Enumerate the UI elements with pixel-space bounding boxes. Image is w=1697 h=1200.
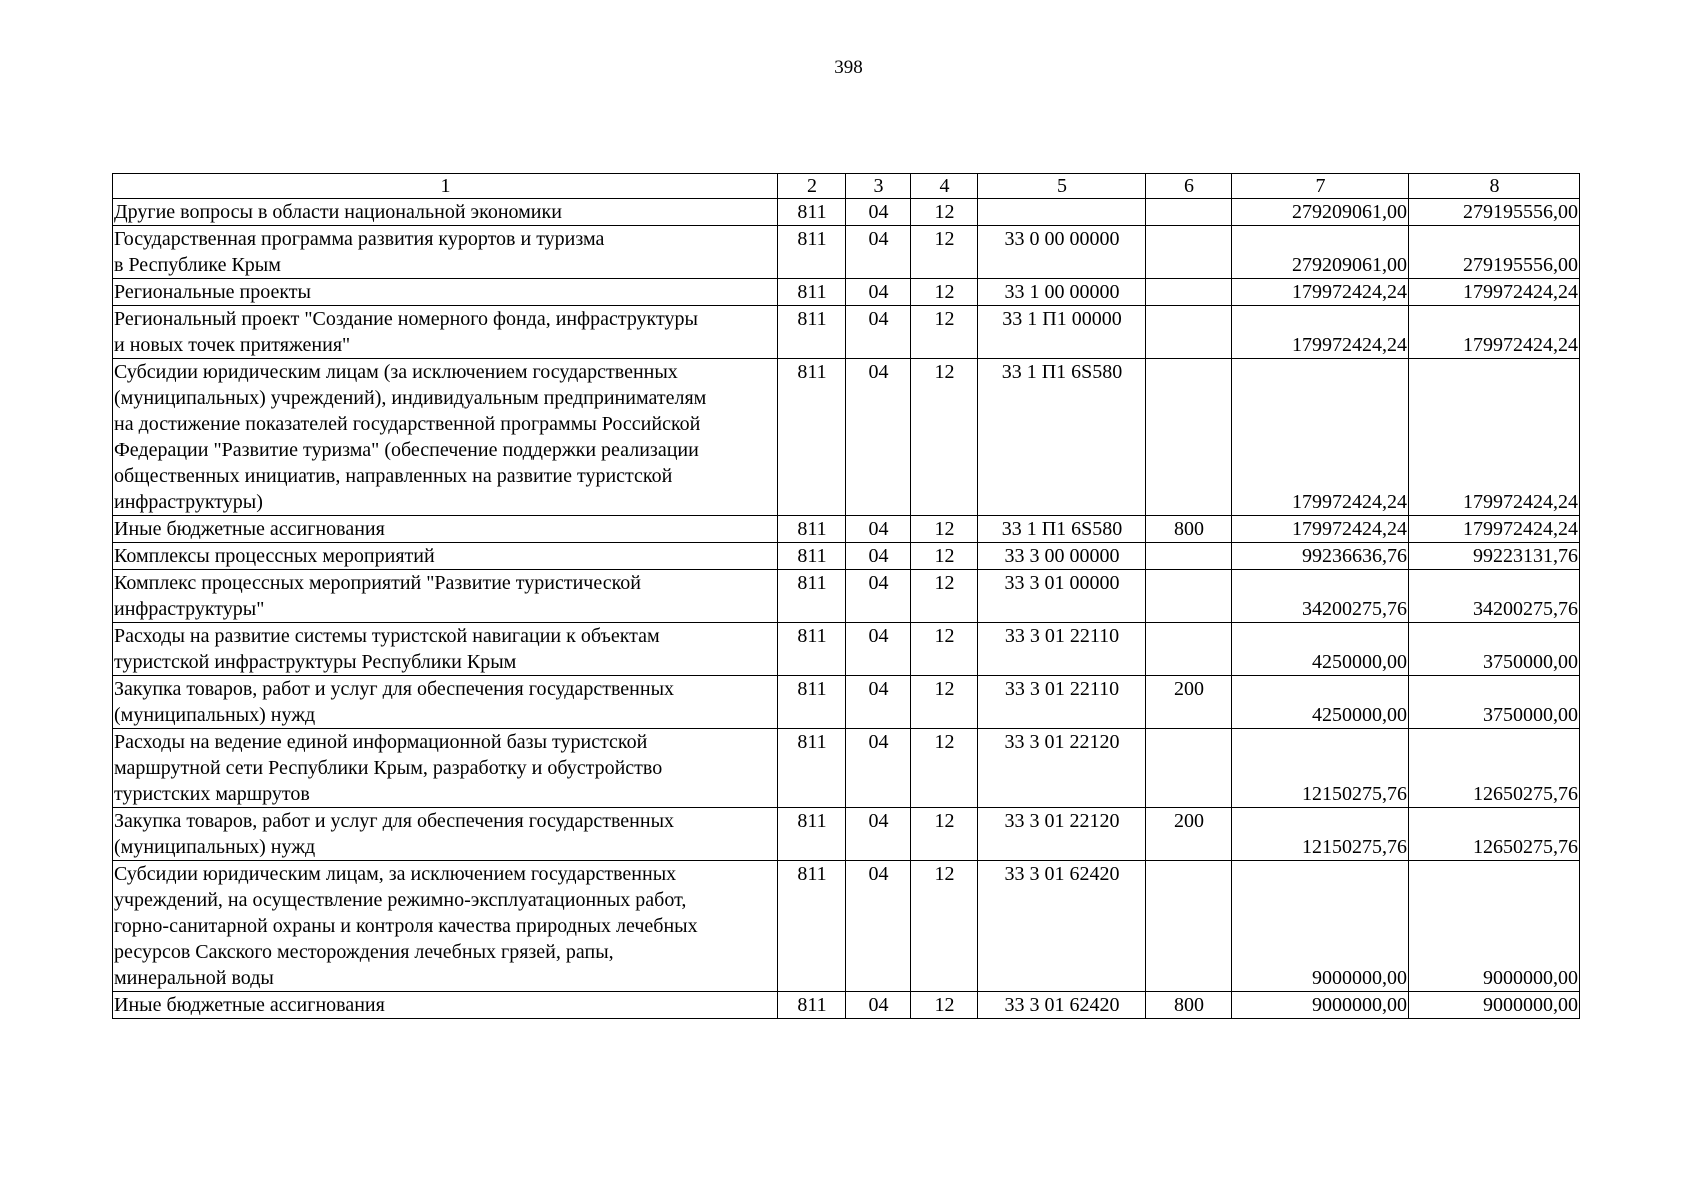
row-name-line: Субсидии юридическим лицам, за исключением государственных bbox=[114, 863, 677, 885]
expense-type-cell: 200 bbox=[1146, 808, 1232, 861]
section-code-cell: 04 bbox=[846, 359, 911, 516]
target-article-cell: 33 1 П1 6S580 bbox=[978, 359, 1146, 516]
row-name-cell bbox=[113, 676, 778, 729]
amount-year2-cell: 3750000,00 bbox=[1409, 676, 1580, 729]
subsection-code-cell: 12 bbox=[911, 729, 978, 808]
chapter-code-cell: 811 bbox=[778, 516, 846, 543]
amount-year2-cell: 34200275,76 bbox=[1409, 570, 1580, 623]
section-code-cell: 04 bbox=[846, 808, 911, 861]
row-name-line: инфраструктуры" bbox=[114, 598, 265, 620]
amount-year2-cell: 179972424,24 bbox=[1409, 306, 1580, 359]
subsection-code-cell: 12 bbox=[911, 279, 978, 306]
table-row bbox=[113, 199, 1580, 226]
chapter-code-cell: 811 bbox=[778, 279, 846, 306]
table-row bbox=[113, 306, 1580, 359]
section-code-cell: 04 bbox=[846, 199, 911, 226]
row-name-line: Иные бюджетные ассигнования bbox=[114, 518, 385, 540]
section-code-cell: 04 bbox=[846, 992, 911, 1019]
page-number: 398 bbox=[834, 57, 863, 78]
row-name-cell bbox=[113, 729, 778, 808]
row-name-cell bbox=[113, 359, 778, 516]
chapter-code-cell: 811 bbox=[778, 570, 846, 623]
subsection-code-cell: 12 bbox=[911, 808, 978, 861]
row-name-cell bbox=[113, 992, 778, 1019]
chapter-code-cell: 811 bbox=[778, 861, 846, 992]
target-article-cell: 33 3 01 62420 bbox=[978, 861, 1146, 992]
amount-year2-cell: 9000000,00 bbox=[1409, 861, 1580, 992]
section-code-cell: 04 bbox=[846, 306, 911, 359]
row-name-cell bbox=[113, 199, 778, 226]
amount-year2-cell: 3750000,00 bbox=[1409, 623, 1580, 676]
amount-year1-cell: 179972424,24 bbox=[1232, 306, 1409, 359]
section-code-cell: 04 bbox=[846, 623, 911, 676]
row-name-line: Федерации "Развитие туризма" (обеспечение поддержки реализации bbox=[114, 439, 699, 461]
target-article-cell: 33 1 00 00000 bbox=[978, 279, 1146, 306]
header-row bbox=[113, 174, 1580, 199]
row-name-line: и новых точек притяжения" bbox=[114, 334, 351, 356]
budget-table bbox=[112, 173, 1580, 1019]
chapter-code-cell: 811 bbox=[778, 992, 846, 1019]
expense-type-cell bbox=[1146, 359, 1232, 516]
chapter-code-cell: 811 bbox=[778, 676, 846, 729]
section-code-cell: 04 bbox=[846, 861, 911, 992]
chapter-code-cell: 811 bbox=[778, 359, 846, 516]
row-name-line: Расходы на ведение единой информационной базы туристской bbox=[114, 731, 648, 753]
amount-year1-cell: 12150275,76 bbox=[1232, 808, 1409, 861]
subsection-code-cell: 12 bbox=[911, 199, 978, 226]
chapter-code-cell: 811 bbox=[778, 543, 846, 570]
chapter-code-cell: 811 bbox=[778, 808, 846, 861]
chapter-code-cell: 811 bbox=[778, 226, 846, 279]
table-row bbox=[113, 808, 1580, 861]
row-name-line: Государственная программа развития курортов и туризма bbox=[114, 228, 605, 250]
table-row bbox=[113, 623, 1580, 676]
table-row bbox=[113, 861, 1580, 992]
row-name-line: Расходы на развитие системы туристской навигации к объектам bbox=[114, 625, 660, 647]
expense-type-cell: 800 bbox=[1146, 516, 1232, 543]
subsection-code-cell: 12 bbox=[911, 861, 978, 992]
row-name-line: Иные бюджетные ассигнования bbox=[114, 994, 385, 1016]
expense-type-cell bbox=[1146, 226, 1232, 279]
row-name-line: учреждений, на осуществление режимно-эксплуатационных работ, bbox=[114, 889, 687, 911]
target-article-cell: 33 3 01 00000 bbox=[978, 570, 1146, 623]
row-name-cell bbox=[113, 516, 778, 543]
table-row bbox=[113, 992, 1580, 1019]
subsection-code-cell: 12 bbox=[911, 359, 978, 516]
table-row bbox=[113, 516, 1580, 543]
row-name-line: инфраструктуры) bbox=[114, 491, 263, 513]
row-name-line: Комплексы процессных мероприятий bbox=[114, 545, 435, 567]
subsection-code-cell: 12 bbox=[911, 543, 978, 570]
amount-year2-cell: 9000000,00 bbox=[1409, 992, 1580, 1019]
table-row bbox=[113, 676, 1580, 729]
section-code-cell: 04 bbox=[846, 729, 911, 808]
header-cell: 8 bbox=[1409, 174, 1580, 199]
row-name-line: (муниципальных) учреждений), индивидуальным предпринимателям bbox=[114, 387, 707, 409]
row-name-line: туристских маршрутов bbox=[114, 783, 310, 805]
amount-year2-cell: 12650275,76 bbox=[1409, 729, 1580, 808]
row-name-line: туристской инфраструктуры Республики Крым bbox=[114, 651, 517, 673]
row-name-line: (муниципальных) нужд bbox=[114, 704, 316, 726]
chapter-code-cell: 811 bbox=[778, 199, 846, 226]
expense-type-cell bbox=[1146, 861, 1232, 992]
amount-year2-cell: 179972424,24 bbox=[1409, 279, 1580, 306]
amount-year1-cell: 34200275,76 bbox=[1232, 570, 1409, 623]
header-cell: 5 bbox=[978, 174, 1146, 199]
row-name-cell bbox=[113, 570, 778, 623]
amount-year2-cell: 99223131,76 bbox=[1409, 543, 1580, 570]
amount-year1-cell: 179972424,24 bbox=[1232, 279, 1409, 306]
expense-type-cell: 200 bbox=[1146, 676, 1232, 729]
section-code-cell: 04 bbox=[846, 516, 911, 543]
amount-year2-cell: 279195556,00 bbox=[1409, 226, 1580, 279]
header-cell: 7 bbox=[1232, 174, 1409, 199]
row-name-line: (муниципальных) нужд bbox=[114, 836, 316, 858]
table-body bbox=[113, 174, 1580, 1019]
section-code-cell: 04 bbox=[846, 543, 911, 570]
row-name-cell bbox=[113, 279, 778, 306]
row-name-line: маршрутной сети Республики Крым, разработку и обустройство bbox=[114, 757, 663, 779]
expense-type-cell: 800 bbox=[1146, 992, 1232, 1019]
row-name-cell bbox=[113, 861, 778, 992]
chapter-code-cell: 811 bbox=[778, 729, 846, 808]
row-name-line: в Республике Крым bbox=[114, 254, 281, 276]
amount-year1-cell: 4250000,00 bbox=[1232, 623, 1409, 676]
amount-year2-cell: 179972424,24 bbox=[1409, 516, 1580, 543]
section-code-cell: 04 bbox=[846, 279, 911, 306]
section-code-cell: 04 bbox=[846, 570, 911, 623]
amount-year2-cell: 179972424,24 bbox=[1409, 359, 1580, 516]
amount-year1-cell: 9000000,00 bbox=[1232, 861, 1409, 992]
row-name-line: общественных инициатив, направленных на развитие туристской bbox=[114, 465, 673, 487]
amount-year1-cell: 179972424,24 bbox=[1232, 359, 1409, 516]
row-name-line: на достижение показателей государственной программы Российской bbox=[114, 413, 701, 435]
row-name-line: Субсидии юридическим лицам (за исключением государственных bbox=[114, 361, 678, 383]
subsection-code-cell: 12 bbox=[911, 992, 978, 1019]
target-article-cell bbox=[978, 199, 1146, 226]
subsection-code-cell: 12 bbox=[911, 516, 978, 543]
target-article-cell: 33 3 01 62420 bbox=[978, 992, 1146, 1019]
subsection-code-cell: 12 bbox=[911, 623, 978, 676]
amount-year1-cell: 12150275,76 bbox=[1232, 729, 1409, 808]
target-article-cell: 33 3 01 22110 bbox=[978, 676, 1146, 729]
amount-year2-cell: 279195556,00 bbox=[1409, 199, 1580, 226]
row-name-line: горно-санитарной охраны и контроля качества природных лечебных bbox=[114, 915, 698, 937]
table-row bbox=[113, 570, 1580, 623]
header-cell: 6 bbox=[1146, 174, 1232, 199]
amount-year1-cell: 99236636,76 bbox=[1232, 543, 1409, 570]
target-article-cell: 33 1 П1 6S580 bbox=[978, 516, 1146, 543]
amount-year1-cell: 179972424,24 bbox=[1232, 516, 1409, 543]
target-article-cell: 33 0 00 00000 bbox=[978, 226, 1146, 279]
row-name-line: Региональные проекты bbox=[114, 281, 311, 303]
subsection-code-cell: 12 bbox=[911, 306, 978, 359]
row-name-line: Закупка товаров, работ и услуг для обеспечения государственных bbox=[114, 678, 675, 700]
header-cell: 3 bbox=[846, 174, 911, 199]
row-name-cell bbox=[113, 808, 778, 861]
target-article-cell: 33 3 01 22120 bbox=[978, 808, 1146, 861]
amount-year1-cell: 9000000,00 bbox=[1232, 992, 1409, 1019]
expense-type-cell bbox=[1146, 199, 1232, 226]
header-cell: 4 bbox=[911, 174, 978, 199]
header-cell: 1 bbox=[113, 174, 778, 199]
target-article-cell: 33 3 01 22110 bbox=[978, 623, 1146, 676]
table-row bbox=[113, 359, 1580, 516]
row-name-cell bbox=[113, 306, 778, 359]
amount-year1-cell: 279209061,00 bbox=[1232, 226, 1409, 279]
target-article-cell: 33 1 П1 00000 bbox=[978, 306, 1146, 359]
chapter-code-cell: 811 bbox=[778, 623, 846, 676]
expense-type-cell bbox=[1146, 623, 1232, 676]
expense-type-cell bbox=[1146, 729, 1232, 808]
table-row bbox=[113, 226, 1580, 279]
target-article-cell: 33 3 00 00000 bbox=[978, 543, 1146, 570]
row-name-cell bbox=[113, 226, 778, 279]
row-name-line: ресурсов Сакского месторождения лечебных грязей, рапы, bbox=[114, 941, 614, 963]
expense-type-cell bbox=[1146, 306, 1232, 359]
expense-type-cell bbox=[1146, 570, 1232, 623]
chapter-code-cell: 811 bbox=[778, 306, 846, 359]
expense-type-cell bbox=[1146, 543, 1232, 570]
row-name-cell bbox=[113, 543, 778, 570]
row-name-line: минеральной воды bbox=[114, 967, 274, 989]
amount-year2-cell: 12650275,76 bbox=[1409, 808, 1580, 861]
subsection-code-cell: 12 bbox=[911, 676, 978, 729]
table-row bbox=[113, 543, 1580, 570]
target-article-cell: 33 3 01 22120 bbox=[978, 729, 1146, 808]
subsection-code-cell: 12 bbox=[911, 226, 978, 279]
row-name-line: Региональный проект "Создание номерного фонда, инфраструктуры bbox=[114, 308, 698, 330]
row-name-line: Закупка товаров, работ и услуг для обеспечения государственных bbox=[114, 810, 675, 832]
amount-year1-cell: 4250000,00 bbox=[1232, 676, 1409, 729]
section-code-cell: 04 bbox=[846, 676, 911, 729]
row-name-line: Другие вопросы в области национальной экономики bbox=[114, 201, 562, 223]
row-name-cell bbox=[113, 623, 778, 676]
header-cell: 2 bbox=[778, 174, 846, 199]
amount-year1-cell: 279209061,00 bbox=[1232, 199, 1409, 226]
subsection-code-cell: 12 bbox=[911, 570, 978, 623]
expense-type-cell bbox=[1146, 279, 1232, 306]
table-row bbox=[113, 729, 1580, 808]
row-name-line: Комплекс процессных мероприятий "Развитие туристической bbox=[114, 572, 641, 594]
section-code-cell: 04 bbox=[846, 226, 911, 279]
table-row bbox=[113, 279, 1580, 306]
